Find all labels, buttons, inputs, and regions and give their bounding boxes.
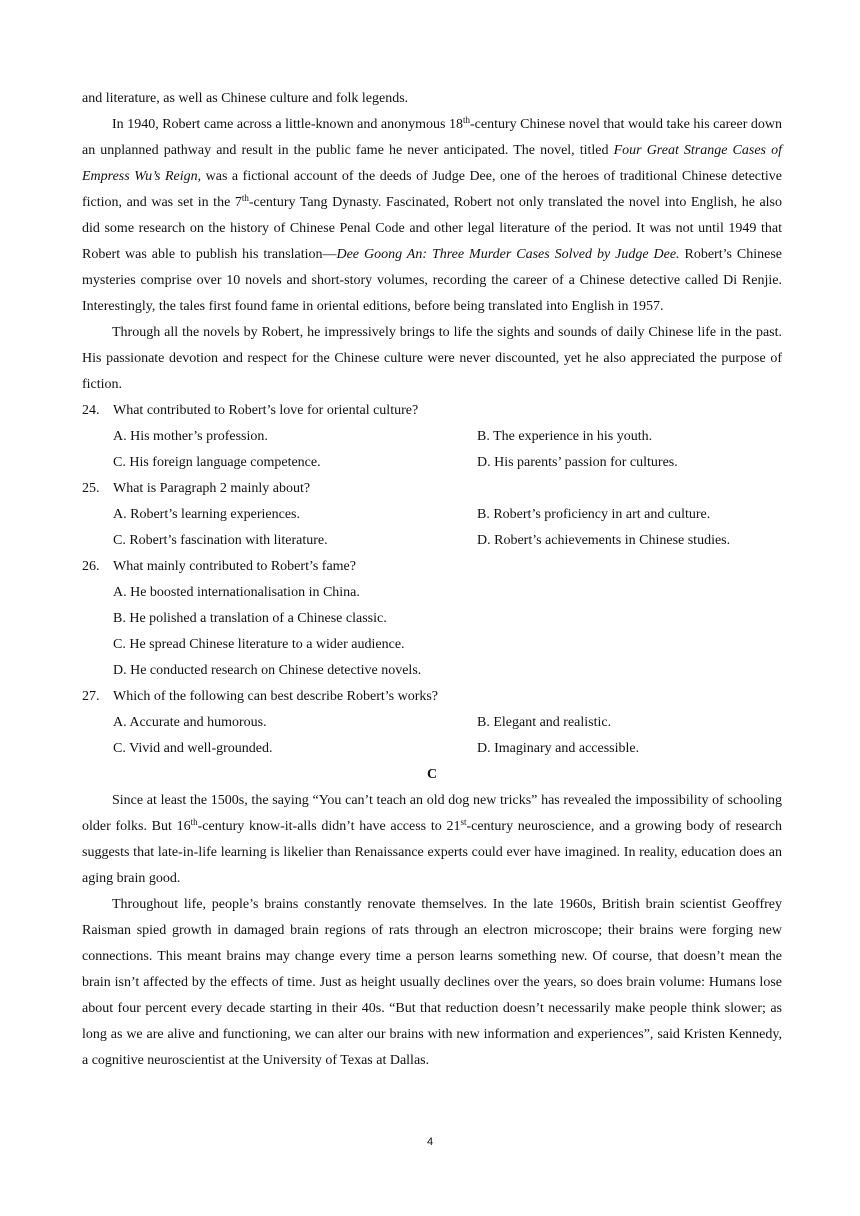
option-a[interactable]: A. Robert’s learning experiences. [113, 507, 300, 522]
options-row [82, 450, 782, 476]
superscript: th [462, 115, 470, 125]
question-27 [82, 684, 782, 710]
option-c[interactable]: C. He spread Chinese literature to a wider audience. [113, 637, 405, 652]
paragraph-robert-translation [82, 112, 782, 320]
question-26 [82, 554, 782, 580]
option-d[interactable]: D. He conducted research on Chinese detective novels. [113, 663, 422, 678]
option-d[interactable]: D. Robert’s achievements in Chinese studies. [477, 533, 731, 548]
options-row [82, 528, 782, 554]
superscript: th [241, 193, 249, 203]
option-c[interactable]: C. Vivid and well-grounded. [113, 741, 273, 756]
text-run: Since at least the 1500s, the saying “You can’t teach an old dog new tricks” has revealed the impossibility of schooling older folks. But 16 [82, 793, 782, 834]
page-content [82, 86, 782, 1074]
translation-title: Dee Goong An: Three Murder Cases Solved by Judge Dee. [336, 247, 680, 262]
option-c[interactable]: C. His foreign language competence. [113, 455, 321, 470]
question-number: 24. [82, 403, 100, 418]
section-heading-c: C [426, 767, 438, 782]
option-b[interactable]: B. Robert’s proficiency in art and culture. [477, 507, 711, 522]
question-24 [82, 398, 782, 424]
option-b[interactable]: B. He polished a translation of a Chinese classic. [113, 611, 387, 626]
superscript: st [460, 817, 467, 827]
question-text: Which of the following can best describe Robert’s works? [113, 689, 439, 704]
option-b[interactable]: B. Elegant and realistic. [477, 715, 612, 730]
option-c[interactable]: C. Robert’s fascination with literature. [113, 533, 328, 548]
question-text: What contributed to Robert’s love for oriental culture? [113, 403, 419, 418]
superscript: th [190, 817, 198, 827]
option-d[interactable]: D. Imaginary and accessible. [477, 741, 640, 756]
text-run: Robert’s Chinese mysteries comprise over 10 novels and short-story volumes, recording the career of a Chinese detective called Di Renjie. Interestingly, the tales first found fame in oriental editions, before being translated into English in 1957. [82, 247, 783, 314]
text-run: -century Tang Dynasty. Fascinated, Robert not only translated the novel into English, he also did some research on the history of Chinese Penal Code and other legal literature of the period. It was not until 1949 that Robert was able to publish his translation— [82, 195, 783, 262]
question-number: 25. [82, 481, 100, 496]
options-row [82, 710, 782, 736]
option-a[interactable]: A. He boosted internationalisation in China. [113, 585, 360, 600]
options-row [82, 424, 782, 450]
options-row [82, 736, 782, 762]
paragraph-old-dog [82, 788, 782, 892]
paragraph-intro-end: and literature, as well as Chinese culture and folk legends. [82, 91, 409, 106]
text-run: -century neuroscience, and a growing body of research suggests that late-in-life learning is likelier than Renaissance experts could ever have imagined. In reality, education does an aging brain good. [82, 819, 782, 886]
paragraph-brain-renovation: Throughout life, people’s brains constantly renovate themselves. In the late 1960s, British brain scientist Geoffrey Raisman spied growth in damaged brain regions of rats through an electron microscope; their brains were forging new connections. This meant brains may change every time a person learns something new. Of course, that doesn’t mean the brain isn’t affected by the effects of time. Just as height usually declines over the years, so does brain volume: Humans lose about four percent every decade starting in their 40s. “But that reduction doesn’t necessarily make people think slower; as long as we are alive and functioning, we can alter our brains with new information and experiences”, said Kristen Kennedy, a cognitive neuroscientist at the University of Texas at Dallas. [82, 897, 782, 1068]
text-run: -century Chinese novel that would take his career down an unplanned pathway and result in the public fame he never anticipated. The novel, titled [82, 117, 782, 158]
options-row [82, 502, 782, 528]
question-text: What mainly contributed to Robert’s fame? [113, 559, 356, 574]
question-number: 26. [82, 559, 100, 574]
page-number: 4 [426, 1136, 434, 1148]
question-number: 27. [82, 689, 100, 704]
text-run: , was a fictional account of the deeds of Judge Dee, one of the heroes of traditional Chinese detective fiction, and was set in the 7 [82, 169, 783, 210]
text-run: In 1940, Robert came across a little-known and anonymous 18 [112, 117, 463, 132]
text-run: -century know-it-alls didn’t have access to 21 [197, 819, 461, 834]
option-d[interactable]: D. His parents’ passion for cultures. [477, 455, 678, 470]
option-a[interactable]: A. Accurate and humorous. [113, 715, 267, 730]
option-a[interactable]: A. His mother’s profession. [113, 429, 268, 444]
paragraph-robert-novels: Through all the novels by Robert, he impressively brings to life the sights and sounds of daily Chinese life in the past. His passionate devotion and respect for the Chinese culture were never discounted, yet he also appreciated the purpose of fiction. [82, 325, 782, 392]
novel-title: Four Great Strange Cases of Empress Wu’s Reign [82, 143, 782, 184]
question-text: What is Paragraph 2 mainly about? [113, 481, 311, 496]
option-b[interactable]: B. The experience in his youth. [477, 429, 653, 444]
question-25 [82, 476, 782, 502]
